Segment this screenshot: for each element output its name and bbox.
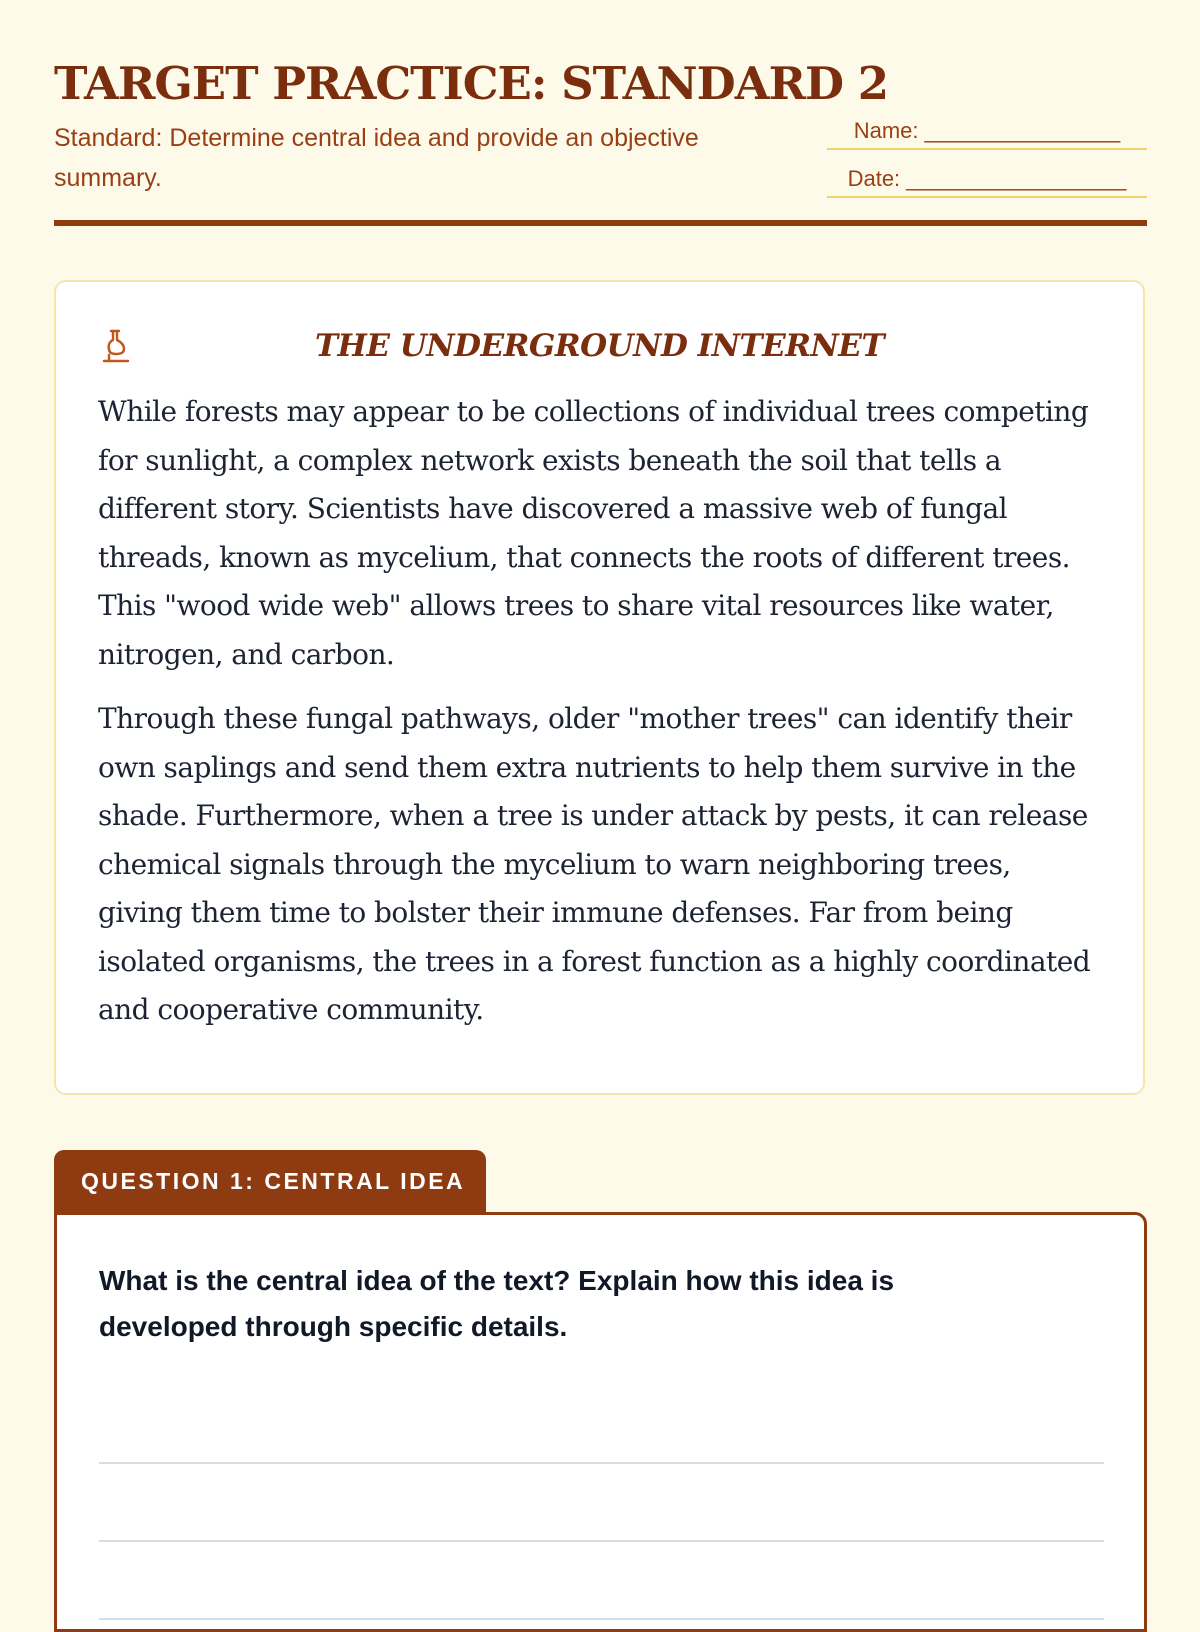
page-title: TARGET PRACTICE: STANDARD 2 [54, 57, 889, 110]
answer-line[interactable] [99, 1464, 1104, 1542]
standard-description: Standard: Determine central idea and provide an objective summary. [54, 124, 699, 192]
worksheet-header [54, 52, 1147, 192]
header-divider [54, 220, 1147, 226]
student-info [827, 114, 1147, 210]
date-blank[interactable]: __________________ [906, 166, 1127, 191]
date-field[interactable] [827, 162, 1147, 198]
answer-line[interactable] [99, 1542, 1104, 1620]
name-field[interactable] [827, 114, 1147, 150]
reading-passage [54, 280, 1145, 1095]
name-label: Name: [853, 118, 919, 143]
question-tab: QUESTION 1: CENTRAL IDEA [54, 1150, 486, 1214]
question-prompt: What is the central idea of the text? Explain how this idea is developed through specific details. [99, 1265, 895, 1342]
passage-title: THE UNDERGROUND INTERNET [314, 328, 885, 364]
passage-paragraph: Through these fungal pathways, older "mother trees" can identify their own saplings and send them extra nutrients to help them survive in the shade. Furthermore, when a tree is under attack by pests, it can release chemical signals through the mycelium to warn neighboring trees, giving them time to bolster their immune defenses. Far from being isolated organisms, the trees in a forest function as a highly coordinated and cooperative community. [98, 702, 1091, 1026]
date-label: Date: [847, 166, 901, 191]
flask-icon [98, 328, 134, 364]
passage-paragraph: While forests may appear to be collections of individual trees competing for sunlight, a complex network exists beneath the soil that tells a different story. Scientists have discovered a massive web of fungal threads, known as mycelium, that connects the roots of different trees. This "wood wide web" allows trees to share vital resources like water, nitrogen, and carbon. [98, 395, 1089, 671]
answer-area[interactable] [99, 1386, 1104, 1620]
question-card [54, 1212, 1147, 1632]
name-blank[interactable]: ________________ [924, 118, 1121, 143]
passage-header [98, 326, 1101, 366]
answer-line[interactable] [99, 1386, 1104, 1464]
